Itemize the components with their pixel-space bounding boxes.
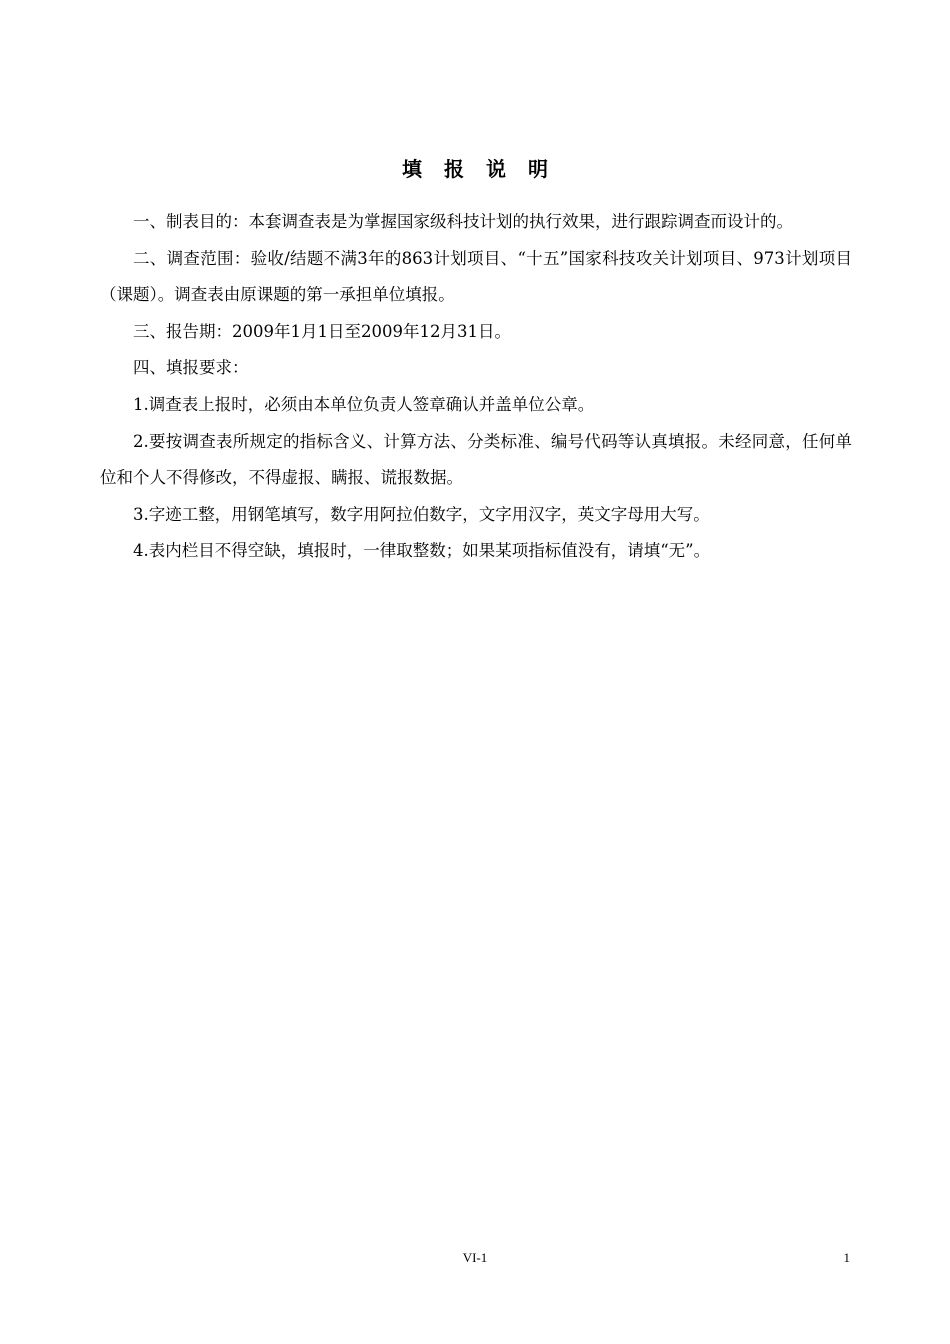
paragraph-purpose: 一、制表目的：本套调查表是为掌握国家级科技计划的执行效果，进行跟踪调查而设计的。 <box>133 212 793 231</box>
requirement-4: 4.表内栏目不得空缺，填报时，一律取整数；如果某项指标值没有，请填“无”。 <box>133 541 711 561</box>
paragraph-scope: 二、调查范围：验收/结题不满3年的863计划项目、“十五”国家科技攻关计划项目、973计划项目（课题）。调查表由原课题的第一承担单位填报。 <box>100 248 852 305</box>
paragraph-requirements-heading: 四、填报要求： <box>133 358 249 378</box>
requirement-2: 2.要按调查表所规定的指标含义、计算方法、分类标准、编号代码等认真填报。未经同意，任何单位和个人不得修改，不得虚报、瞒报、谎报数据。 <box>100 431 852 488</box>
instructions-body <box>100 204 852 570</box>
requirement-3: 3.字迹工整，用钢笔填写，数字用阿拉伯数字，文字用汉字，英文字母用大写。 <box>133 504 710 524</box>
footer-section-label: VI-1 <box>462 1250 488 1265</box>
footer-page-number: 1 <box>843 1250 850 1265</box>
paragraph-period: 三、报告期：2009年1月1日至2009年12月31日。 <box>133 321 511 341</box>
page-title: 填报说明 <box>402 157 570 181</box>
requirement-1: 1.调查表上报时，必须由本单位负责人签章确认并盖单位公章。 <box>133 394 595 414</box>
